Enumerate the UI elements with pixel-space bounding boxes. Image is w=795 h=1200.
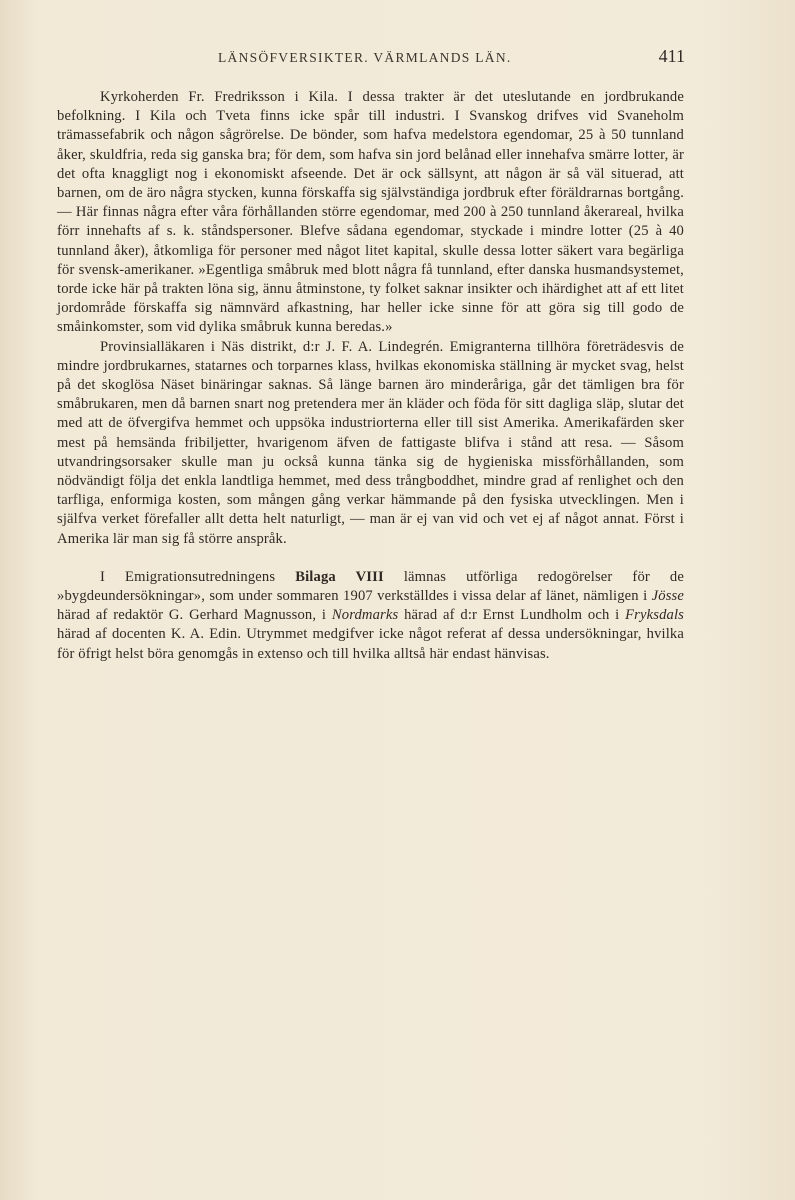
body-text [57,88,684,664]
place-name-fryksdals: Fryksdals [625,607,684,624]
page-number: 411 [658,46,685,66]
place-name-nordmarks: Nordmarks [331,607,399,624]
text-run: härad af redaktör G. Gerhard Magnusson, i [57,607,332,624]
page-header [100,46,685,72]
text-run: I Emigrationsutredningens [100,568,296,585]
paragraph-kila: Kyrkoherden Fr. Fredriksson i Kila. I dessa trakter är det uteslutande en jordbrukande befolkning. I Kila och Tveta finns icke spår till industri. I Svanskog drifves vid Svaneholm trämassefabrik och någon sågrörelse. De bönder, som hafva medelstora egendomar, 25 à 50 tunnland åker, skuldfria, reda sig ganska bra; för dem, som hafva sin jord belånad eller innehafva smärre lotter, är det ofta knaggligt nog i ekonomiskt afseende. Det är ock sällsynt, att någon är så väl situerad, att barnen, om de äro några stycken, kunna förskaffa sig självständiga jordbruk efter föräldrarnas bortgång. — Här finnas några efter våra förhållanden större egendomar, med 200 à 250 tunnland åkerareal, hvilka förr innehafts af s. k. ståndspersoner. Blefve sådana egendomar, styckade i mindre lotter (25 à 40 tunnland åker), åtkomliga för personer med något litet kapital, skulle dessa lotter säkert vara begärliga för svensk-amerikaner. »Egentliga småbruk med blott några få tunnland, efter danska husmandsystemet, torde icke här på trakten löna sig, ännu åtminstone, ty folket saknar insikter och ihärdighet att af ett litet jordområde förskaffa sig nämnvärd afkastning, har heller icke sinne för att göra sig till godo de småinkomster, som vid dylika småbruk kunna beredas.» [57,89,684,336]
paragraph-bilaga [57,568,684,664]
bilaga-reference: Bilaga VIII [295,568,384,585]
text-run: lämnas utförliga redogörelser för de »bygdeundersökningar», som under sommaren 1907 verkställdes i vissa delar af länet, nämligen i [57,568,684,605]
text-run: härad af d:r Ernst Lundholm och i [398,607,626,624]
running-head: LÄNSÖFVERSIKTER. VÄRMLANDS LÄN. [218,50,512,65]
place-name-josse: Jösse [651,588,684,605]
paragraph-nas: Provinsialläkaren i Näs distrikt, d:r J. F. A. Lindegrén. Emigranterna tillhöra företrädesvis de mindre jordbrukarnes, statarnes och torparnes klass, hvilkas ekonomiska ställning är mycket svag, helst på det skoglösa Näset binäringar saknas. Så länge barnen äro minderåriga, går det tämligen bra för småbrukaren, men då barnen snart nog pretendera mer än kläder och föda för sitt dagliga släp, slutar det med att de öfvergifva hemmet och uppsöka industriorterna eller till sist Amerika. Amerikafärden sker mest på hemsända fribiljetter, hvarigenom äfven de fattigaste blifva i stånd att resa. — Såsom utvandringsorsaker skulle man ju också kunna tänka sig de hygieniska missförhållanden, som nödvändigt följa det enkla landtliga hemmet, med dess trångboddhet, mindre grad af renlighet och den tarfliga, enformiga kosten, som mången gång verkar hämmande på den fysiska utvecklingen. Men i själfva verket förefaller allt detta helt naturligt, — man är ej van vid och vet ej af något annat. Först i Amerika lär man sig få större anspråk. [57,338,684,547]
text-run: härad af docenten K. A. Edin. Utrymmet medgifver icke något referat af dessa undersökningar, hvilka för öfrigt helst böra genomgås in extenso och till hvilka alltså här endast hänvisas. [57,626,684,662]
